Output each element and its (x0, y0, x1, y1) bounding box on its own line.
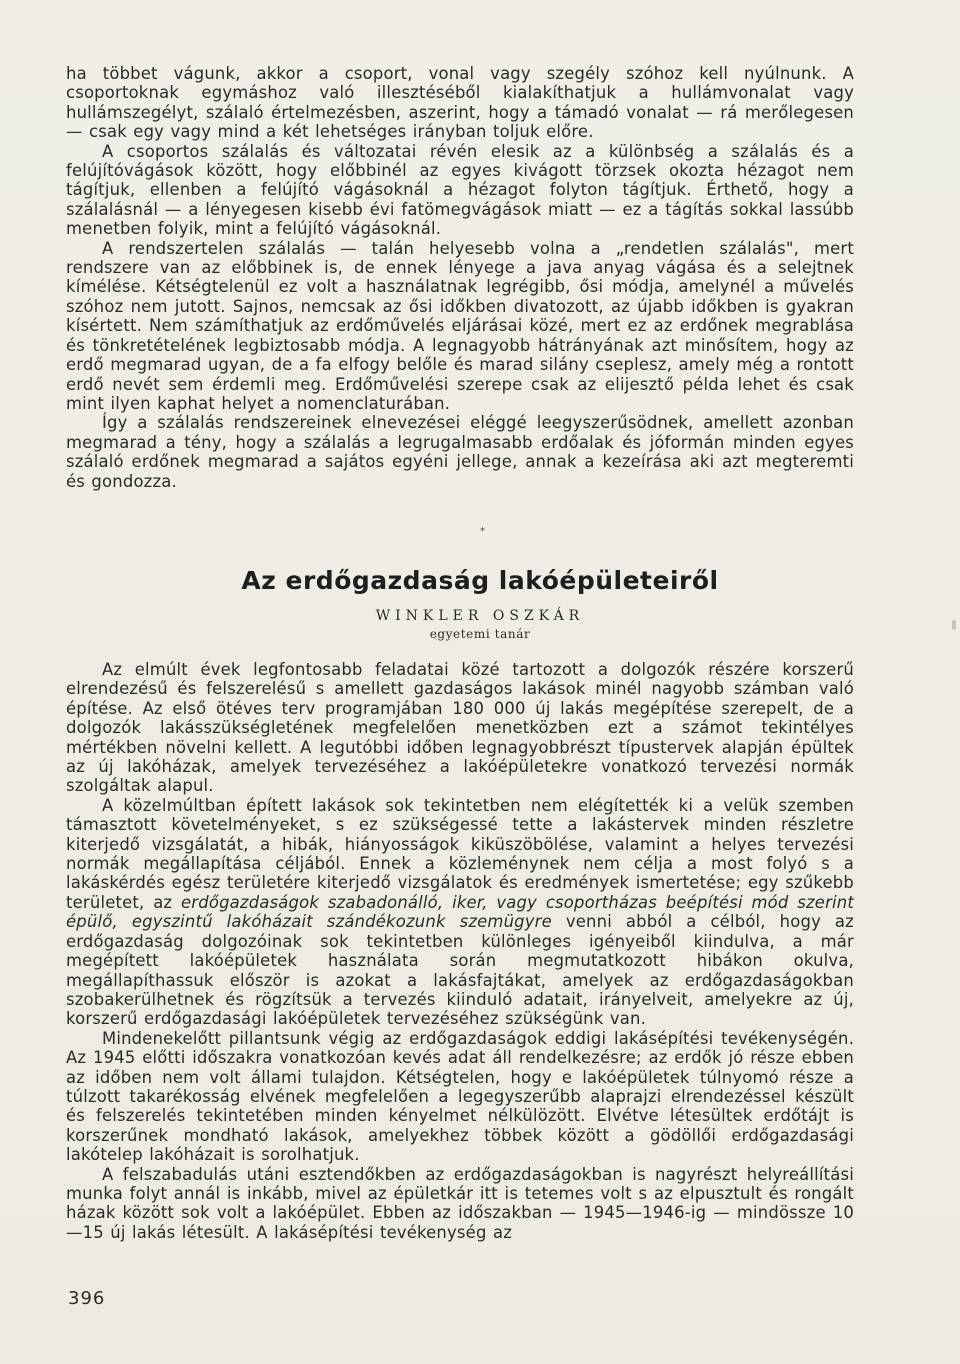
article-title: Az erdőgazdaság lakóépületeiről (241, 566, 719, 595)
paragraph: A rendszertelen szálalás — talán helyesebb volna a „rendetlen szálalás", mert rendszere van az előbbinek is, de ennek lényege a java anyag vágása és a selejtnek kímélése. Kétségtelenül ez volt a használatnak legrégibb, ősi módja, amelynél a művelés szóhoz nem jutott. Sajnos, nemcsak az ősi időkben divatozott, az újabb időkben is gyakran kísértett. Nem számíthatjuk az erdőművelés eljárásai közé, mert ez az erdőnek megrablása és tönkretételének legbiztosabb módja. A legnagyobb hátrányának azt minősítem, hogy az erdő megmarad ugyan, de a fa elfogy belőle és marad silány cseplesz, amely még a rontott erdő nevét sem érdemli meg. Erdőművelési szerepe csak az elijesztő példa lehet és csak mint ilyen kaphat helyet a nomenclaturában. (66, 238, 854, 413)
section-separator: * (480, 526, 485, 537)
paragraph (66, 796, 854, 1029)
article-body (66, 660, 854, 1242)
author-role: egyetemi tanár (429, 627, 531, 641)
article-author: WINKLER OSZKÁR (375, 608, 585, 624)
page-number: 396 (68, 1288, 106, 1309)
paragraph: Így a szálalás rendszereinek elnevezései eléggé leegyszerűsödnek, amellett azonban megmarad a tény, hogy a szálalás a legrugalmasabb erdőalak és jóformán minden egyes szálaló erdőnek megmarad a sajátos egyéni jellege, annak a kezeírása aki azt megteremti és gondozza. (66, 413, 854, 491)
scan-speck (952, 620, 956, 630)
paragraph-text: A közelmúltban épített lakások sok tekintetben nem elégítették ki a velük szemben támasztott követelményeket, s ez szükségessé tette a lakástervek minden részletre kiterjedő vizsgálatát, a hibák, hiányosságok kiküszöbölése, valamint a helyes tervezési normák megállapítása céljából. Ennek a közleménynek nem célja a most folyó s a lakáskérdés egész területére kiterjedő vizsgálatok és eredmények ismertetése; egy szűkebb területet, az (66, 795, 854, 912)
emphasized-text: erdőgazdaságok szabadonálló, iker, vagy csoportházas beépítési mód szerint épülő, egyszintű lakóházait szándékozunk szemügyre (66, 892, 854, 932)
paragraph: A csoportos szálalás és változatai révén elesik az a különbség a szálalás és a felújítóvágások között, hogy előbbinél az egyes kivágott törzsek okozta hézagot nem tágítjuk, ellenben a felújító vágásoknál a hézagot folyton tágítjuk. Érthető, hogy a szálalásnál — a lényegesen kisebb évi fatömegvágások miatt — ez a tágítás sokkal lassúbb menetben folyik, mint a felújító vágásoknál. (66, 141, 854, 239)
paragraph: ha többet vágunk, akkor a csoport, vonal vagy szegély szóhoz kell nyúlnunk. A csoportoknak egymáshoz való illesztéséből kialakíthatjuk a hullámvonalat vagy hullámszegélyt, szálaló értelmezésben, aszerint, hogy a támadó vonalat — rá merőlegesen — csak egy vagy mind a két lehetséges irányban toljuk előre. (66, 64, 854, 142)
paragraph-text: venni abból a célból, hogy az erdőgazdaság dolgozóinak sok tekintetben különleges igényeiből kiindulva, a már megépített lakóépületek használata során megmutatkozott hibákon okulva, megállapíthassuk először is azokat a lakásfajtákat, amelyek az erdőgazdaságokban szobakerülhetnek és rögzítsük a tervezés kiinduló adatait, irányelveit, amelyekre az új, korszerű erdőgazdasági lakóépületek tervezéséhez szükségünk van. (66, 912, 854, 1029)
paragraph: Mindenekelőtt pillantsunk végig az erdőgazdaságok eddigi lakásépítési tevékenységén. Az 1945 előtti időszakra vonatkozóan kevés adat áll rendelkezésre; az erdők jó része ebben az időben nem volt állami tulajdon. Kétségtelen, hogy e lakóépületek túlnyomó része a túlzott takarékosság elvének megfelelően a legegyszerűbb alaprajzi elrendezéssel készült és felszerelés tekintetében minden kényelmet nélkülözött. Elvétve létesültek erdőtájt is korszerűnek mondható lakások, amelyekhez többek között a gödöllői erdőgazdasági lakótelep lakóházait is sorolhatjuk. (66, 1028, 854, 1165)
paragraph: Az elmúlt évek legfontosabb feladatai közé tartozott a dolgozók részére korszerű elrendezésű és felszerelésű s amellett gazdaságos lakások minél nagyobb számban való építése. Az első ötéves terv programjában 180 000 új lakás megépítése szerepelt, de a dolgozók lakásszükségletének megfelelően menetközben ezt a számot tekintélyes mértékben növelni kellett. A legutóbbi időben legnagyobbrészt típustervek alapján épültek az új lakóházak, amelyek tervezéséhez a lakóépületekre vonatkozó tervezési normák szolgáltak alapul. (66, 660, 854, 796)
continued-text-section (66, 64, 854, 491)
paragraph: A felszabadulás utáni esztendőkben az erdőgazdaságokban is nagyrészt helyreállítási munka folyt annál is inkább, mivel az épületkár itt is tetemes volt s az elpusztult és rongált házak között sok volt a lakóépület. Ebben az időszakban — 1945—1946-ig — mindössze 10—15 új lakás létesült. A lakásépítési tevékenység az (66, 1164, 854, 1242)
